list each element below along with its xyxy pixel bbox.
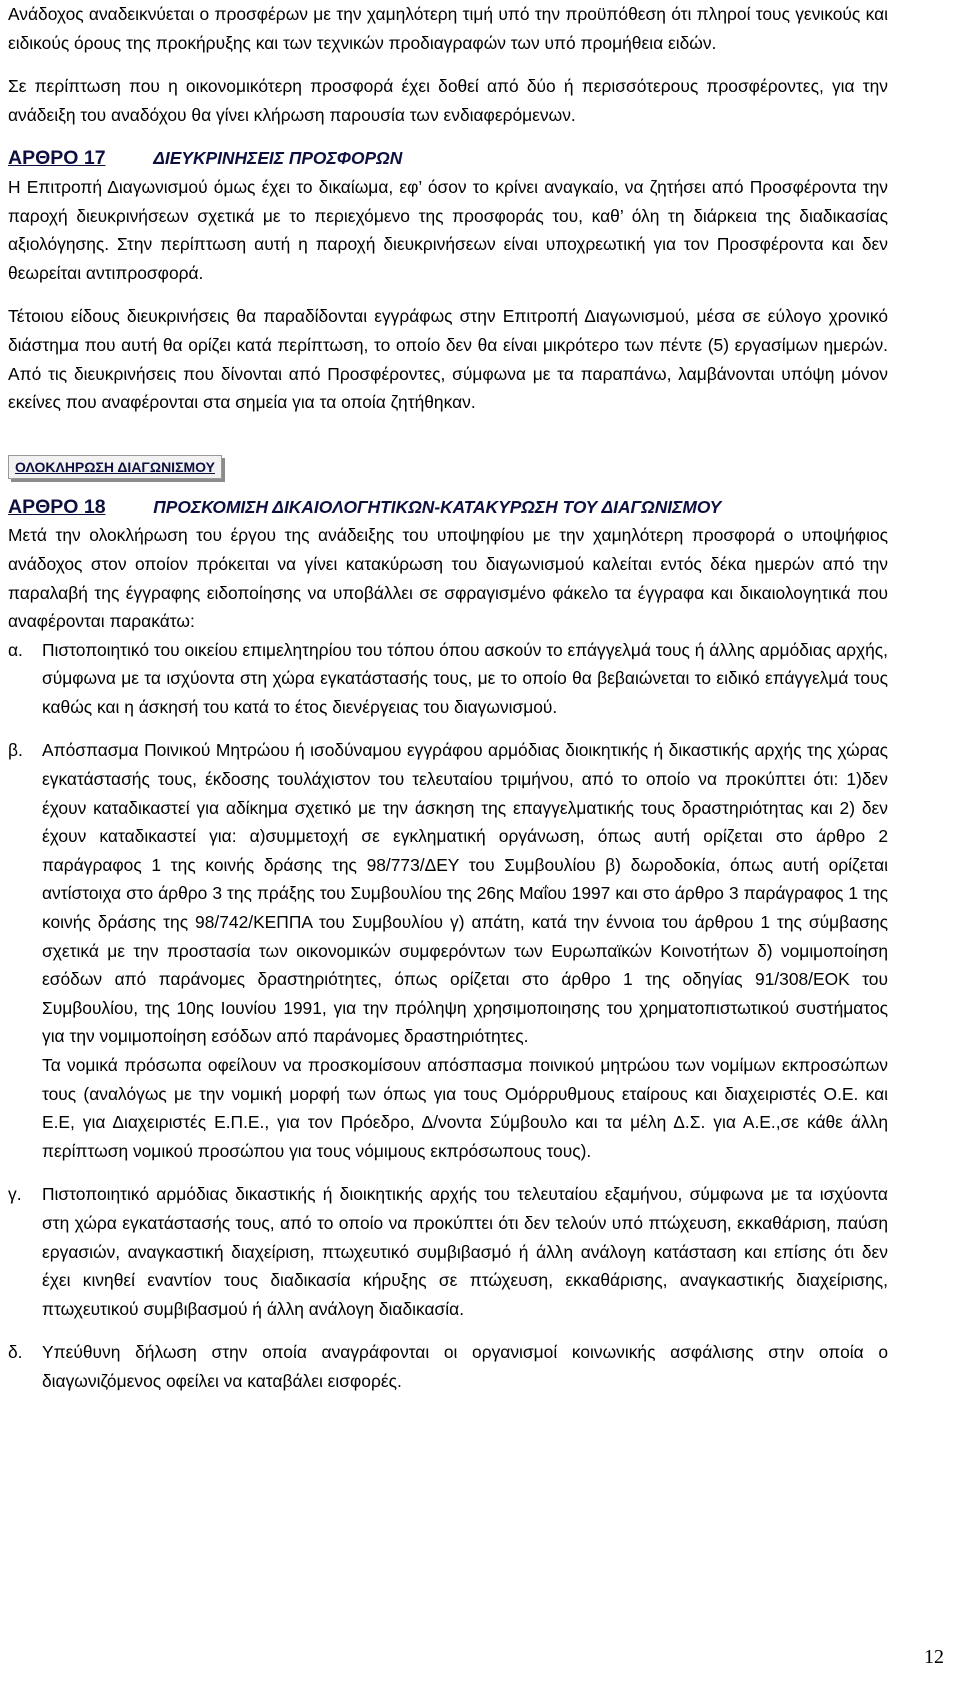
intro-paragraph-2: Σε περίπτωση που η οικονομικότερη προσφορά έχει δοθεί από δύο ή περισσότερους προσφέροντες, για την ανάδειξη του αναδόχου θα γίνει κλήρωση παρουσία των ενδιαφερόμενων. <box>8 76 888 125</box>
list-item-text: Πιστοποιητικό του οικείου επιμελητηρίου του τόπου όπου ασκούν το επάγγελμά τους ή άλλης αρμόδιας αρχής, σύμφωνα με τα ισχύοντα στη χώρα εγκατάστασής τους, με το οποίο θα βεβαιώνεται το ειδικό επάγγελμά τους καθώς και η άσκησή του κατά το έτος διενέργειας του διαγωνισμού. <box>42 639 889 717</box>
list-item-label: β. <box>8 740 23 761</box>
section-heading <box>8 455 222 479</box>
list-item <box>8 1338 888 1395</box>
list-item-text: Πιστοποιητικό αρμόδιας δικαστικής ή διοικητικής αρχής του τελευταίου εξαμήνου, σύμφωνα με τα ισχύοντα στη χώρα εγκατάστασής τους, από το οποίο να προκύπτει ότι δεν τελούν υπό πτώχευση, εκκαθάριση, παύση εργασιών, αναγκαστική διαχείριση, πτωχευτικό συμβιβασμό ή άλλη ανάλογη κατάσταση και επίσης ότι δεν έχει κινηθεί εναντίον τους διαδικασία κήρυξης σε πτώχευση, εκκαθάρισης, αναγκαστικής διαχείρισης, πτωχευτικού συμβιβασμού ή άλλη ανάλογη διαδικασία. <box>42 1184 888 1319</box>
list-item <box>8 636 888 722</box>
list-item <box>8 1180 888 1323</box>
list-item-text: Απόσπασμα Ποινικού Μητρώου ή ισοδύναμου εγγράφου αρμόδιας διοικητικής ή δικαστικής αρχής της χώρας εγκατάστασής τους, έκδοσης τουλάχιστον του τελευταίου τριμήνου, από το οποίο να προκύπτει ότι: 1)δεν έχουν καταδικαστεί για αδίκημα σχετικό με την άσκηση της επαγγελματικής τους δραστηριότητας και 2) δεν έχουν καταδικαστεί για: α)συμμετοχή σε εγκληματική οργάνωση, όπως αυτή ορίζεται στο άρθρο 2 παράγραφος 1 της κοινής δράσης της 98/773/ΔΕΥ του Συμβουλίου β) δωροδοκία, όπως αυτή ορίζεται αντίστοιχα στο άρθρο 3 της πράξης του Συμβουλίου της 26ης Μαΐου 1997 και στο άρθρο 3 παράγραφος 1 της κοινής δράσης της 98/742/ΚΕΠΠΑ του Συμβουλίου γ) απάτη, κατά την έννοια του άρθρου 1 της σύμβασης σχετικά με την προστασία των οικονομικών συμφερόντων των Ευρωπαϊκών Κοινοτήτων δ) νομιμοποίηση εσόδων από παράνομες δραστηριότητες, όπως ορίζεται στο άρθρο 1 της οδηγίας 91/308/ΕΟΚ του Συμβουλίου, της 10ης Ιουνίου 1991, για την πρόληψη χρησιμοποιησης του χρηματοπιστωτικού συστήματος για την νομιμοποίηση εσόδων από παράνομες δραστηριότητες. <box>42 740 888 1047</box>
article-17-paragraph-2: Τέτοιου είδους διευκρινήσεις θα παραδίδονται εγγράφως στην Επιτροπή Διαγωνισμού, μέσα σε εύλογο χρονικό διάστημα που αυτή θα ορίζει κατά περίπτωση, το οποίο δεν θα είναι μικρότερο των πέντε (5) εργασίμων ημερών. Από τις διευκρινήσεις που δίνονται από Προσφέροντες, σύμφωνα με τα παραπάνω, λαμβάνονται υπόψη μόνον εκείνες που αναφέρονται στα σημεία για τα οποία ζητήθηκαν. <box>8 306 888 413</box>
article-17-title: ΔΙΕΥΚΡΙΝΗΣΕΙΣ ΠΡΟΣΦΟΡΩΝ <box>153 148 403 169</box>
list-item-label: δ. <box>8 1342 23 1363</box>
section-heading-text: ΟΛΟΚΛΗΡΩΣΗ ΔΙΑΓΩΝΙΣΜΟΥ <box>15 458 215 475</box>
article-17-heading <box>8 144 888 173</box>
list-item-extra-text: Τα νομικά πρόσωπα οφείλουν να προσκομίσουν απόσπασμα ποινικού μητρώου των νομίμων εκπροσώπων τους (αναλόγως με την νομική μορφή των όπως για τους Ομόρρυθμους εταίρους και διαχειριστές Ο.Ε. και Ε.Ε, για Διαχειριστές Ε.Π.Ε., για τον Πρόεδρο, Δ/νοντα Σύμβουλο και τα μέλη Δ.Σ. για Α.Ε.,σε κάθε άλλη περίπτωση νομικού προσώπου για τους νόμιμους εκπρόσωπους τους). <box>42 1055 888 1161</box>
article-18-heading <box>8 493 888 522</box>
list-item <box>8 736 888 1165</box>
list-item-label: γ. <box>8 1184 22 1205</box>
article-17-number: ΑΡΘΡΟ 17 <box>8 147 106 170</box>
article-18-number: ΑΡΘΡΟ 18 <box>8 495 106 518</box>
article-18-title: ΠΡΟΣΚΟΜΙΣΗ ΔΙΚΑΙΟΛΟΓΗΤΙΚΩΝ-ΚΑΤΑΚΥΡΩΣΗ ΤΟΥ ΔΙΑΓΩΝΙΣΜΟΥ <box>153 496 722 517</box>
document-page <box>8 0 888 1396</box>
article-17-paragraph-1: Η Επιτροπή Διαγωνισμού όμως έχει το δικαίωμα, εφ’ όσον το κρίνει αναγκαίο, να ζητήσει από Προσφέροντα την παροχή διευκρινήσεων σχετικά με το περιεχόμενο της προσφοράς του, καθ’ όλη τη διάρκεια της διαδικασίας αξιολόγησης. Στην περίπτωση αυτή η παροχή διευκρινήσεων είναι υποχρεωτική για τον Προσφέροντα και δεν θεωρείται αντιπροσφορά. <box>8 176 888 283</box>
list-item-text: Υπεύθυνη δήλωση στην οποία αναγράφονται οι οργανισμοί κοινωνικής ασφάλισης στην οποία ο διαγωνιζόμενος οφείλει να καταβάλει εισφορές. <box>42 1342 888 1391</box>
article-18-intro: Μετά την ολοκλήρωση του έργου της ανάδειξης του υποψηφίου με την χαμηλότερη προσφορά ο υποψήφιος ανάδοχος στον οποίον πρόκειται να γίνει κατακύρωση του διαγωνισμού καλείται εντός δέκα ημερών από την παραλαβή της έγγραφης ειδοποίησης να υποβάλλει σε σφραγισμένο φάκελο τα έγγραφα και δικαιολογητικά που αναφέρονται παρακάτω: <box>8 525 888 632</box>
intro-paragraph-1: Ανάδοχος αναδεικνύεται ο προσφέρων με την χαμηλότερη τιμή υπό την προϋπόθεση ότι πληροί τους γενικούς και ειδικούς όρους της προκήρυξης και των τεχνικών προδιαγραφών των υπό προμήθεια ειδών. <box>8 4 888 53</box>
list-item-label: α. <box>8 639 23 660</box>
page-number: 12 <box>924 1646 944 1668</box>
